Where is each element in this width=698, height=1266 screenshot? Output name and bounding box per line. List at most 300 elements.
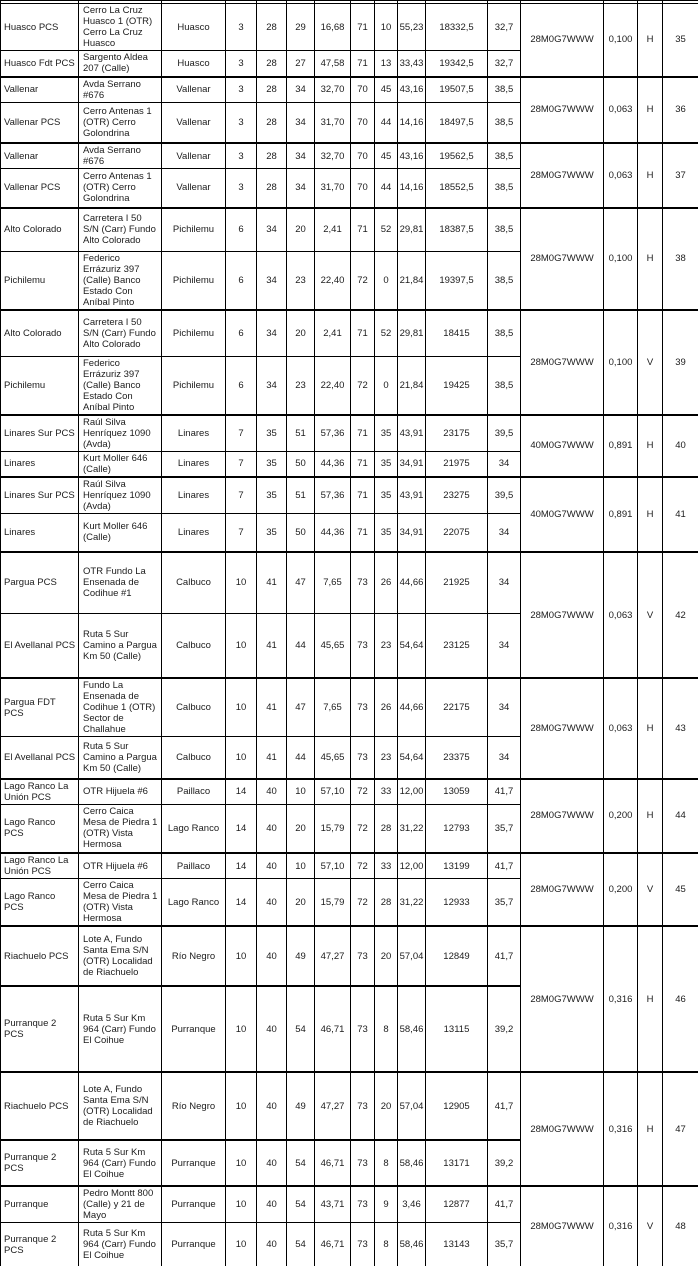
value-cell: 0 bbox=[375, 252, 398, 311]
value-cell: 57,04 bbox=[398, 926, 426, 986]
value-cell: 46,71 bbox=[315, 986, 351, 1072]
value-cell: 71 bbox=[351, 4, 375, 51]
row-number-cell: 41 bbox=[663, 477, 698, 553]
value-cell: 40 bbox=[257, 1223, 287, 1266]
value-cell: 47 bbox=[287, 552, 315, 613]
value-cell: 13 bbox=[375, 51, 398, 77]
value-cell: 10 bbox=[226, 613, 257, 678]
row-number-cell: 48 bbox=[663, 1186, 698, 1266]
value-cell: 31,70 bbox=[315, 102, 351, 143]
value-cell: 23 bbox=[375, 613, 398, 678]
value-cell: 21925 bbox=[426, 552, 488, 613]
polarization-cell: H bbox=[638, 415, 663, 477]
value-cell: 12,00 bbox=[398, 853, 426, 879]
value-cell: 7 bbox=[226, 477, 257, 514]
value-cell: 49 bbox=[287, 1072, 315, 1140]
site-name-cell: Purranque 2 PCS bbox=[1, 986, 79, 1072]
value-cell: 34 bbox=[488, 513, 521, 552]
value-cell: 41 bbox=[257, 613, 287, 678]
row-number-cell: 46 bbox=[663, 926, 698, 1072]
value-cell: 54 bbox=[287, 1186, 315, 1223]
value-cell: 70 bbox=[351, 102, 375, 143]
address-cell: OTR Hijuela #6 bbox=[79, 779, 162, 805]
value-cell: 8 bbox=[375, 1140, 398, 1186]
value-cell: 34 bbox=[488, 451, 521, 477]
value-cell: 38,5 bbox=[488, 252, 521, 311]
value-cell: 28 bbox=[257, 4, 287, 51]
commune-cell: Vallenar bbox=[162, 143, 226, 169]
value-cell: 18415 bbox=[426, 310, 488, 356]
value-cell: 51 bbox=[287, 415, 315, 452]
value-cell: 19342,5 bbox=[426, 51, 488, 77]
value-cell: 3 bbox=[226, 169, 257, 208]
value-cell: 14 bbox=[226, 879, 257, 927]
value-cell: 72 bbox=[351, 252, 375, 311]
value-cell: 33,43 bbox=[398, 51, 426, 77]
value-cell: 10 bbox=[287, 779, 315, 805]
polarization-cell: V bbox=[638, 1186, 663, 1266]
value-cell: 31,22 bbox=[398, 804, 426, 853]
value-cell: 15,79 bbox=[315, 879, 351, 927]
value-cell: 12793 bbox=[426, 804, 488, 853]
value-cell: 50 bbox=[287, 451, 315, 477]
value-cell: 14,16 bbox=[398, 169, 426, 208]
value-cell: 10 bbox=[226, 1223, 257, 1266]
value-cell: 44 bbox=[287, 613, 315, 678]
value-cell: 45 bbox=[375, 77, 398, 103]
value-cell: 41,7 bbox=[488, 1072, 521, 1140]
factor-cell: 0,063 bbox=[604, 143, 638, 208]
address-cell: Lote A, Fundo Santa Ema S/N (OTR) Localidad de Riachuelo bbox=[79, 926, 162, 986]
value-cell: 3 bbox=[226, 51, 257, 77]
address-cell: Federico Errázuriz 397 (Calle) Banco Estado Con Aníbal Pinto bbox=[79, 356, 162, 415]
value-cell: 47,27 bbox=[315, 1072, 351, 1140]
row-number-cell: 44 bbox=[663, 779, 698, 854]
value-cell: 13199 bbox=[426, 853, 488, 879]
value-cell: 39,5 bbox=[488, 477, 521, 514]
row-number-cell: 43 bbox=[663, 678, 698, 779]
value-cell: 34 bbox=[488, 552, 521, 613]
value-cell: 7 bbox=[226, 513, 257, 552]
value-cell: 32,70 bbox=[315, 77, 351, 103]
value-cell: 21975 bbox=[426, 451, 488, 477]
value-cell: 21,84 bbox=[398, 356, 426, 415]
value-cell: 20 bbox=[287, 804, 315, 853]
value-cell: 41 bbox=[257, 678, 287, 737]
value-cell: 44,36 bbox=[315, 451, 351, 477]
code-cell: 28M0G7WWW bbox=[521, 552, 604, 678]
data-table-body bbox=[1, 1, 698, 1266]
value-cell: 3,46 bbox=[398, 1186, 426, 1223]
value-cell: 28 bbox=[257, 51, 287, 77]
value-cell: 7 bbox=[226, 451, 257, 477]
factor-cell: 0,891 bbox=[604, 477, 638, 553]
polarization-cell: H bbox=[638, 208, 663, 311]
row-number-cell: 38 bbox=[663, 208, 698, 311]
value-cell: 28 bbox=[375, 804, 398, 853]
code-cell: 28M0G7WWW bbox=[521, 77, 604, 144]
value-cell: 23125 bbox=[426, 613, 488, 678]
value-cell: 28 bbox=[375, 879, 398, 927]
code-cell: 28M0G7WWW bbox=[521, 143, 604, 208]
value-cell: 33 bbox=[375, 853, 398, 879]
value-cell: 58,46 bbox=[398, 1140, 426, 1186]
row-number-cell: 39 bbox=[663, 310, 698, 415]
address-cell: Ruta 5 Sur Camino a Pargua Km 50 (Calle) bbox=[79, 613, 162, 678]
value-cell: 73 bbox=[351, 986, 375, 1072]
value-cell: 23275 bbox=[426, 477, 488, 514]
value-cell: 50 bbox=[287, 513, 315, 552]
site-name-cell: Riachuelo PCS bbox=[1, 1072, 79, 1140]
table-row bbox=[1, 779, 698, 805]
value-cell: 3 bbox=[226, 77, 257, 103]
value-cell: 35,7 bbox=[488, 804, 521, 853]
factor-cell: 0,100 bbox=[604, 310, 638, 415]
table-row bbox=[1, 477, 698, 514]
factor-cell: 0,100 bbox=[604, 4, 638, 77]
value-cell: 34,91 bbox=[398, 451, 426, 477]
value-cell: 9 bbox=[375, 1186, 398, 1223]
value-cell: 35 bbox=[257, 477, 287, 514]
value-cell: 20 bbox=[287, 310, 315, 356]
value-cell: 73 bbox=[351, 1140, 375, 1186]
value-cell: 41,7 bbox=[488, 926, 521, 986]
value-cell: 14 bbox=[226, 779, 257, 805]
value-cell: 40 bbox=[257, 804, 287, 853]
value-cell: 10 bbox=[226, 986, 257, 1072]
value-cell: 10 bbox=[226, 737, 257, 779]
value-cell: 3 bbox=[226, 102, 257, 143]
factor-cell: 0,063 bbox=[604, 552, 638, 678]
site-name-cell: Linares Sur PCS bbox=[1, 415, 79, 452]
value-cell: 73 bbox=[351, 926, 375, 986]
value-cell: 43,91 bbox=[398, 477, 426, 514]
row-number-cell: 47 bbox=[663, 1072, 698, 1186]
value-cell: 70 bbox=[351, 77, 375, 103]
value-cell: 6 bbox=[226, 208, 257, 252]
value-cell: 43,91 bbox=[398, 415, 426, 452]
factor-cell: 0,063 bbox=[604, 77, 638, 144]
value-cell: 71 bbox=[351, 310, 375, 356]
value-cell: 58,46 bbox=[398, 1223, 426, 1266]
site-name-cell: Purranque 2 PCS bbox=[1, 1223, 79, 1266]
table-row bbox=[1, 4, 698, 51]
value-cell: 72 bbox=[351, 804, 375, 853]
value-cell: 57,36 bbox=[315, 415, 351, 452]
value-cell: 7,65 bbox=[315, 552, 351, 613]
value-cell: 13143 bbox=[426, 1223, 488, 1266]
address-cell: Ruta 5 Sur Km 964 (Carr) Fundo El Coihue bbox=[79, 1223, 162, 1266]
value-cell: 2,41 bbox=[315, 310, 351, 356]
code-cell: 40M0G7WWW bbox=[521, 477, 604, 553]
site-name-cell: Pargua PCS bbox=[1, 552, 79, 613]
commune-cell: Huasco bbox=[162, 4, 226, 51]
address-cell: Federico Errázuriz 397 (Calle) Banco Estado Con Aníbal Pinto bbox=[79, 252, 162, 311]
value-cell: 72 bbox=[351, 779, 375, 805]
polarization-cell: V bbox=[638, 552, 663, 678]
value-cell: 71 bbox=[351, 477, 375, 514]
value-cell: 34 bbox=[257, 356, 287, 415]
value-cell: 33 bbox=[375, 779, 398, 805]
polarization-cell: V bbox=[638, 853, 663, 926]
value-cell: 46,71 bbox=[315, 1140, 351, 1186]
polarization-cell: H bbox=[638, 4, 663, 77]
value-cell: 22075 bbox=[426, 513, 488, 552]
value-cell: 40 bbox=[257, 1140, 287, 1186]
value-cell: 3 bbox=[226, 4, 257, 51]
site-name-cell: Lago Ranco PCS bbox=[1, 879, 79, 927]
polarization-cell: H bbox=[638, 77, 663, 144]
value-cell: 29,81 bbox=[398, 208, 426, 252]
value-cell: 44 bbox=[375, 169, 398, 208]
value-cell: 40 bbox=[257, 1072, 287, 1140]
value-cell: 47,58 bbox=[315, 51, 351, 77]
value-cell: 20 bbox=[287, 208, 315, 252]
value-cell: 40 bbox=[257, 879, 287, 927]
value-cell: 70 bbox=[351, 143, 375, 169]
row-number-cell: 37 bbox=[663, 143, 698, 208]
value-cell: 34 bbox=[287, 143, 315, 169]
value-cell: 57,10 bbox=[315, 853, 351, 879]
value-cell: 73 bbox=[351, 613, 375, 678]
code-cell: 28M0G7WWW bbox=[521, 779, 604, 854]
value-cell: 20 bbox=[375, 1072, 398, 1140]
site-name-cell: Vallenar PCS bbox=[1, 169, 79, 208]
value-cell: 57,10 bbox=[315, 779, 351, 805]
commune-cell: Purranque bbox=[162, 1140, 226, 1186]
value-cell: 3 bbox=[226, 143, 257, 169]
value-cell: 34 bbox=[257, 208, 287, 252]
commune-cell: Linares bbox=[162, 477, 226, 514]
value-cell: 28 bbox=[257, 143, 287, 169]
value-cell: 0 bbox=[375, 356, 398, 415]
commune-cell: Pichilemu bbox=[162, 208, 226, 252]
value-cell: 6 bbox=[226, 252, 257, 311]
address-cell: Lote A, Fundo Santa Ema S/N (OTR) Localidad de Riachuelo bbox=[79, 1072, 162, 1140]
value-cell: 20 bbox=[287, 879, 315, 927]
value-cell: 19507,5 bbox=[426, 77, 488, 103]
row-number-cell: 35 bbox=[663, 4, 698, 77]
site-name-cell: Lago Ranco La Unión PCS bbox=[1, 853, 79, 879]
commune-cell: Calbuco bbox=[162, 678, 226, 737]
address-cell: Avda Serrano #676 bbox=[79, 77, 162, 103]
table-row bbox=[1, 853, 698, 879]
factor-cell: 0,316 bbox=[604, 1072, 638, 1186]
value-cell: 54 bbox=[287, 986, 315, 1072]
value-cell: 35,7 bbox=[488, 1223, 521, 1266]
value-cell: 2,41 bbox=[315, 208, 351, 252]
value-cell: 31,22 bbox=[398, 879, 426, 927]
value-cell: 54,64 bbox=[398, 737, 426, 779]
value-cell: 71 bbox=[351, 415, 375, 452]
table-row bbox=[1, 1072, 698, 1140]
site-name-cell: Pichilemu bbox=[1, 252, 79, 311]
value-cell: 73 bbox=[351, 678, 375, 737]
site-name-cell: Alto Colorado bbox=[1, 208, 79, 252]
value-cell: 34 bbox=[257, 252, 287, 311]
value-cell: 32,7 bbox=[488, 51, 521, 77]
value-cell: 26 bbox=[375, 678, 398, 737]
factor-cell: 0,100 bbox=[604, 208, 638, 311]
value-cell: 19425 bbox=[426, 356, 488, 415]
value-cell: 10 bbox=[226, 678, 257, 737]
site-name-cell: Purranque 2 PCS bbox=[1, 1140, 79, 1186]
value-cell: 73 bbox=[351, 552, 375, 613]
code-cell: 40M0G7WWW bbox=[521, 415, 604, 477]
site-name-cell: Linares bbox=[1, 513, 79, 552]
commune-cell: Pichilemu bbox=[162, 252, 226, 311]
address-cell: Ruta 5 Sur Km 964 (Carr) Fundo El Coihue bbox=[79, 1140, 162, 1186]
commune-cell: Purranque bbox=[162, 1186, 226, 1223]
value-cell: 26 bbox=[375, 552, 398, 613]
code-cell: 28M0G7WWW bbox=[521, 1072, 604, 1186]
value-cell: 35 bbox=[375, 477, 398, 514]
address-cell: Kurt Moller 646 (Calle) bbox=[79, 513, 162, 552]
value-cell: 23 bbox=[287, 356, 315, 415]
value-cell: 45 bbox=[375, 143, 398, 169]
address-cell: Cerro Antenas 1 (OTR) Cerro Golondrina bbox=[79, 102, 162, 143]
site-name-cell: El Avellanal PCS bbox=[1, 737, 79, 779]
code-cell: 28M0G7WWW bbox=[521, 926, 604, 1072]
value-cell: 41,7 bbox=[488, 1186, 521, 1223]
code-cell: 28M0G7WWW bbox=[521, 853, 604, 926]
commune-cell: Pichilemu bbox=[162, 310, 226, 356]
address-cell: Fundo La Ensenada de Codihue 1 (OTR) Sector de Challahue bbox=[79, 678, 162, 737]
value-cell: 10 bbox=[226, 552, 257, 613]
value-cell: 38,5 bbox=[488, 356, 521, 415]
address-cell: Ruta 5 Sur Km 964 (Carr) Fundo El Coihue bbox=[79, 986, 162, 1072]
value-cell: 35 bbox=[257, 451, 287, 477]
row-number-cell: 45 bbox=[663, 853, 698, 926]
site-name-cell: Alto Colorado bbox=[1, 310, 79, 356]
value-cell: 72 bbox=[351, 879, 375, 927]
value-cell: 27 bbox=[287, 51, 315, 77]
factor-cell: 0,063 bbox=[604, 678, 638, 779]
address-cell: Cerro Caica Mesa de Piedra 1 (OTR) Vista Hermosa bbox=[79, 804, 162, 853]
commune-cell: Vallenar bbox=[162, 102, 226, 143]
table-row bbox=[1, 310, 698, 356]
site-name-cell: Vallenar PCS bbox=[1, 102, 79, 143]
value-cell: 19397,5 bbox=[426, 252, 488, 311]
value-cell: 40 bbox=[257, 926, 287, 986]
commune-cell: Río Negro bbox=[162, 926, 226, 986]
value-cell: 54,64 bbox=[398, 613, 426, 678]
commune-cell: Purranque bbox=[162, 986, 226, 1072]
value-cell: 34 bbox=[287, 102, 315, 143]
value-cell: 18552,5 bbox=[426, 169, 488, 208]
value-cell: 10 bbox=[287, 853, 315, 879]
value-cell: 58,46 bbox=[398, 986, 426, 1072]
value-cell: 12877 bbox=[426, 1186, 488, 1223]
table-row bbox=[1, 1186, 698, 1223]
value-cell: 35 bbox=[375, 451, 398, 477]
value-cell: 71 bbox=[351, 208, 375, 252]
commune-cell: Linares bbox=[162, 513, 226, 552]
value-cell: 34 bbox=[287, 77, 315, 103]
value-cell: 41 bbox=[257, 552, 287, 613]
site-name-cell: Vallenar bbox=[1, 77, 79, 103]
polarization-cell: H bbox=[638, 678, 663, 779]
value-cell: 34 bbox=[488, 737, 521, 779]
row-number-cell: 42 bbox=[663, 552, 698, 678]
value-cell: 38,5 bbox=[488, 102, 521, 143]
address-cell: Raúl Silva Henríquez 1090 (Avda) bbox=[79, 415, 162, 452]
address-cell: Raúl Silva Henríquez 1090 (Avda) bbox=[79, 477, 162, 514]
site-name-cell: Linares bbox=[1, 451, 79, 477]
value-cell: 15,79 bbox=[315, 804, 351, 853]
site-name-cell: El Avellanal PCS bbox=[1, 613, 79, 678]
polarization-cell: H bbox=[638, 143, 663, 208]
polarization-cell: H bbox=[638, 926, 663, 1072]
value-cell: 38,5 bbox=[488, 310, 521, 356]
table-row bbox=[1, 208, 698, 252]
value-cell: 21,84 bbox=[398, 252, 426, 311]
value-cell: 13059 bbox=[426, 779, 488, 805]
value-cell: 19562,5 bbox=[426, 143, 488, 169]
value-cell: 44,66 bbox=[398, 678, 426, 737]
value-cell: 35,7 bbox=[488, 879, 521, 927]
value-cell: 73 bbox=[351, 1223, 375, 1266]
value-cell: 7,65 bbox=[315, 678, 351, 737]
value-cell: 16,68 bbox=[315, 4, 351, 51]
address-cell: Cerro Caica Mesa de Piedra 1 (OTR) Vista Hermosa bbox=[79, 879, 162, 927]
value-cell: 12905 bbox=[426, 1072, 488, 1140]
value-cell: 44 bbox=[287, 737, 315, 779]
commune-cell: Vallenar bbox=[162, 169, 226, 208]
value-cell: 38,5 bbox=[488, 169, 521, 208]
site-name-cell: Huasco Fdt PCS bbox=[1, 51, 79, 77]
code-cell: 28M0G7WWW bbox=[521, 310, 604, 415]
value-cell: 22,40 bbox=[315, 252, 351, 311]
table-row bbox=[1, 552, 698, 613]
code-cell: 28M0G7WWW bbox=[521, 678, 604, 779]
value-cell: 55,23 bbox=[398, 4, 426, 51]
value-cell: 40 bbox=[257, 986, 287, 1072]
commune-cell: Paillaco bbox=[162, 853, 226, 879]
value-cell: 57,04 bbox=[398, 1072, 426, 1140]
value-cell: 45,65 bbox=[315, 737, 351, 779]
commune-cell: Purranque bbox=[162, 1223, 226, 1266]
value-cell: 72 bbox=[351, 356, 375, 415]
factor-cell: 0,316 bbox=[604, 1186, 638, 1266]
value-cell: 14 bbox=[226, 853, 257, 879]
value-cell: 41 bbox=[257, 737, 287, 779]
commune-cell: Calbuco bbox=[162, 737, 226, 779]
value-cell: 35 bbox=[257, 415, 287, 452]
code-cell: 28M0G7WWW bbox=[521, 4, 604, 77]
address-cell: Ruta 5 Sur Camino a Pargua Km 50 (Calle) bbox=[79, 737, 162, 779]
value-cell: 7 bbox=[226, 415, 257, 452]
commune-cell: Linares bbox=[162, 415, 226, 452]
value-cell: 44,36 bbox=[315, 513, 351, 552]
value-cell: 38,5 bbox=[488, 208, 521, 252]
polarization-cell: H bbox=[638, 1072, 663, 1186]
value-cell: 34 bbox=[287, 169, 315, 208]
value-cell: 35 bbox=[257, 513, 287, 552]
site-name-cell: Riachuelo PCS bbox=[1, 926, 79, 986]
factor-cell: 0,200 bbox=[604, 779, 638, 854]
value-cell: 39,2 bbox=[488, 1140, 521, 1186]
value-cell: 29,81 bbox=[398, 310, 426, 356]
value-cell: 38,5 bbox=[488, 77, 521, 103]
commune-cell: Linares bbox=[162, 451, 226, 477]
site-name-cell: Purranque bbox=[1, 1186, 79, 1223]
row-number-cell: 36 bbox=[663, 77, 698, 144]
value-cell: 41,7 bbox=[488, 779, 521, 805]
address-cell: Sargento Aldea 207 (Calle) bbox=[79, 51, 162, 77]
value-cell: 43,71 bbox=[315, 1186, 351, 1223]
value-cell: 73 bbox=[351, 1186, 375, 1223]
